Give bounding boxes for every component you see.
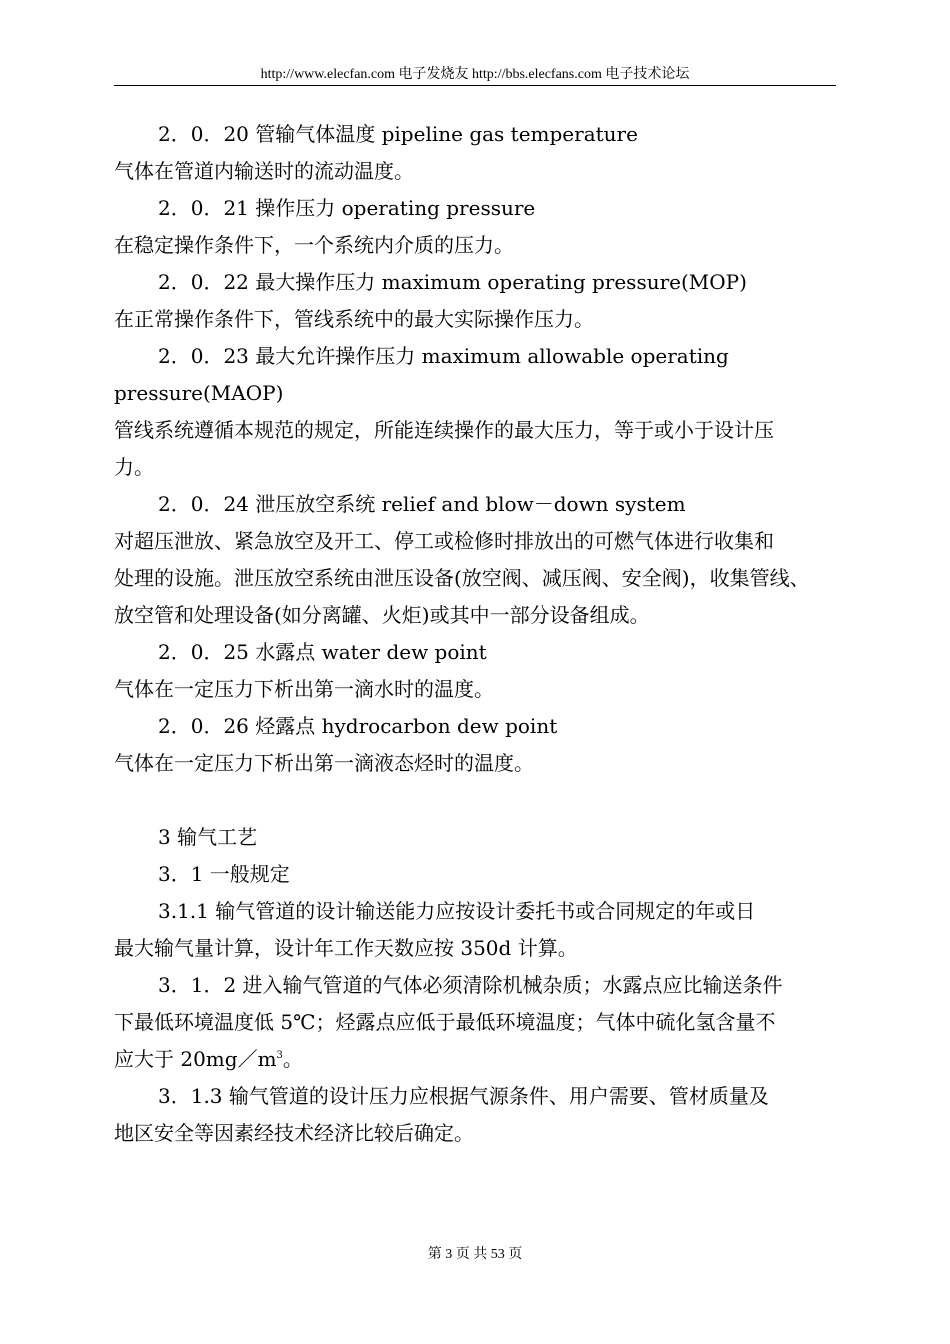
clause-text: 最大输气量计算，设计年工作天数应按 350d 计算。 <box>114 936 578 960</box>
term-definition: 气体在一定压力下析出第一滴水时的温度。 <box>114 677 494 701</box>
clause-text-main: 应大于 20mg／m <box>114 1047 277 1071</box>
page-header: http://www.elecfan.com 电子发烧友 http://bbs.elecfans.com 电子技术论坛 <box>260 67 690 82</box>
clause-text <box>114 1041 844 1078</box>
term-definition: 放空管和处理设备(如分离罐、火炬)或其中一部分设备组成。 <box>114 603 650 627</box>
clause-text: 下最低环境温度低 5℃；烃露点应低于最低环境温度；气体中硫化氢含量不 <box>114 1010 776 1034</box>
term-definition: 气体在一定压力下析出第一滴液态烃时的温度。 <box>114 751 534 775</box>
superscript: 3 <box>276 1050 283 1061</box>
blank-line <box>114 782 844 819</box>
term-heading-2-0-26: 2．0．26 烃露点 hydrocarbon dew point <box>158 714 558 738</box>
term-definition: 管线系统遵循本规范的规定，所能连续操作的最大压力，等于或小于设计压 <box>114 418 774 442</box>
clause-3-1-1: 3.1.1 输气管道的设计输送能力应按设计委托书或合同规定的年或日 <box>158 899 756 923</box>
term-heading-2-0-25: 2．0．25 水露点 water dew point <box>158 640 487 664</box>
chapter-heading: 3 输气工艺 <box>158 825 258 849</box>
term-definition: 处理的设施。泄压放空系统由泄压设备(放空阀、减压阀、安全阀)，收集管线、 <box>114 566 810 590</box>
term-definition: 气体在管道内输送时的流动温度。 <box>114 159 414 183</box>
clause-text: 地区安全等因素经技术经济比较后确定。 <box>114 1121 474 1145</box>
section-heading: 3．1 一般规定 <box>158 862 290 886</box>
term-heading-2-0-20: 2．0．20 管输气体温度 pipeline gas temperature <box>158 122 638 146</box>
term-definition: 在正常操作条件下，管线系统中的最大实际操作压力。 <box>114 307 594 331</box>
term-heading-2-0-23: 2．0．23 最大允许操作压力 maximum allowable operating <box>158 344 729 368</box>
header-rule <box>114 85 836 86</box>
term-definition: 力。 <box>114 455 154 479</box>
document-body <box>114 116 844 1152</box>
clause-3-1-2: 3．1．2 进入输气管道的气体必须清除机械杂质；水露点应比输送条件 <box>158 973 783 997</box>
term-heading-2-0-24: 2．0．24 泄压放空系统 relief and blow－down system <box>158 492 686 516</box>
term-heading-2-0-21: 2．0．21 操作压力 operating pressure <box>158 196 536 220</box>
term-heading-continuation: pressure(MAOP) <box>114 381 284 405</box>
clause-text-end: 。 <box>282 1047 303 1071</box>
page-footer: 第 3 页 共 53 页 <box>427 1247 523 1262</box>
term-definition: 对超压泄放、紧急放空及开工、停工或检修时排放出的可燃气体进行收集和 <box>114 529 774 553</box>
clause-3-1-3: 3．1.3 输气管道的设计压力应根据气源条件、用户需要、管材质量及 <box>158 1084 769 1108</box>
term-heading-2-0-22: 2．0．22 最大操作压力 maximum operating pressure(MOP) <box>158 270 747 294</box>
term-definition: 在稳定操作条件下，一个系统内介质的压力。 <box>114 233 514 257</box>
